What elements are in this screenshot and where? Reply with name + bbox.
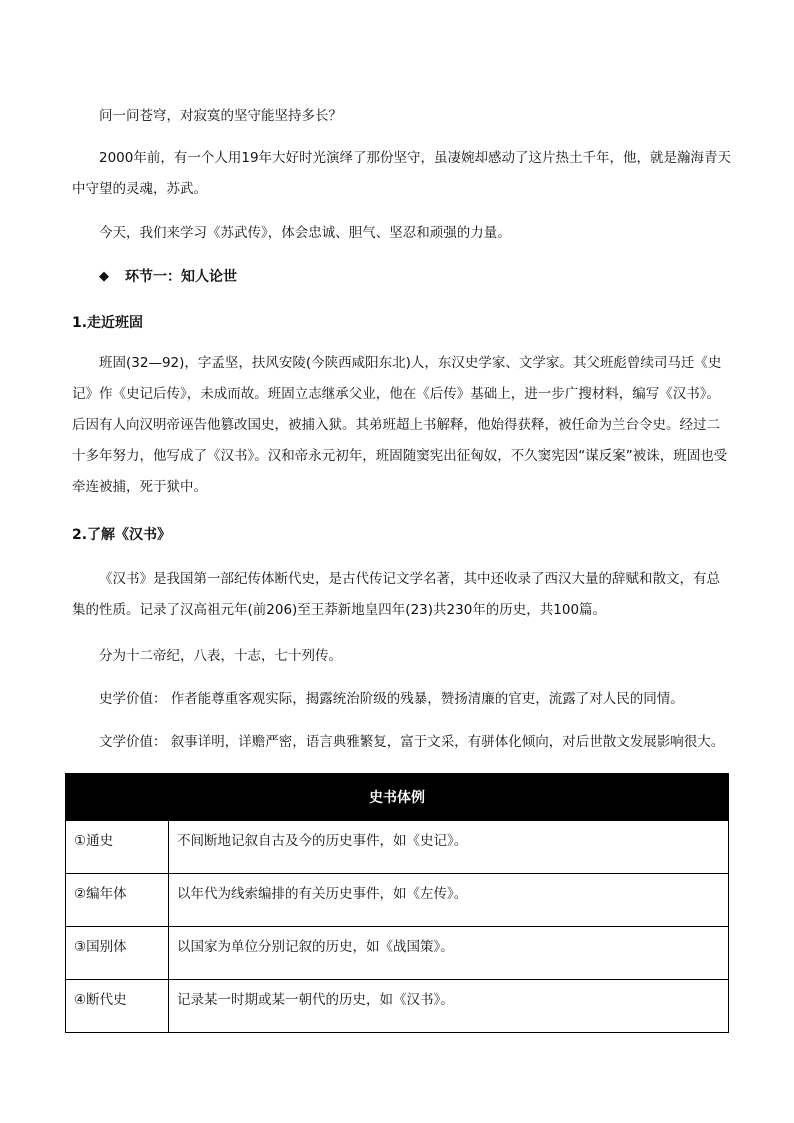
style-name: ②编年体 [66,874,169,927]
style-description: 以国家为单位分别记叙的历史，如《战国策》。 [169,927,729,980]
part1-text: 班固(32—92)，字孟坚，扶风安陵(今陕西咸阳东北)人，东汉史学家、文学家。其父班彪曾续司马迁《史记》作《史记后传》，未成而故。班固立志继承父业，他在《后传》基础上，进一步广搜材料，编写《汉书》。后因有人向汉明帝诬告他篡改国史，被捕入狱。其弟班超上书解释，他始得获释，被任命为兰台令史。经过二十多年努力，他写成了《汉书》。汉和帝永元初年，班固随窦宪出征匈奴，不久窦宪因“谋反案”被诛，班固也受牵连被捕，死于狱中。 [72,355,728,495]
diamond-bullet-icon: ◆ [99,268,109,284]
historical-value: 史学价值： 作者能尊重客观实际，揭露统治阶级的残暴，赞扬清廉的官吏，流露了对人民的同情。 [99,691,684,707]
part2-heading: 2.了解《汉书》 [72,527,172,543]
intro-paragraph-3: 今天，我们来学习《苏武传》，体会忠诚、胆气、坚忍和顽强的力量。 [99,225,511,241]
literary-value: 文学价值： 叙事详明，详赡严密，语言典雅繁复，富于文采，有骈体化倾向，对后世散文发展影响很大。 [99,734,725,750]
style-name: ①通史 [66,821,169,874]
table-row [66,874,729,927]
table-row [66,821,729,874]
history-styles-table [65,773,729,1033]
table-title: 史书体例 [66,774,729,821]
style-description: 不间断地记叙自古及今的历史事件，如《史记》。 [169,821,729,874]
table-row [66,927,729,980]
section-heading [99,266,237,286]
hanshu-description: 《汉书》是我国第一部纪传体断代史，是古代传记文学名著，其中还收录了西汉大量的辞赋和散文，有总集的性质。记录了汉高祖元年(前206)至王莽新地皇四年(23)共230年的历史，共100篇。 [72,571,720,618]
intro-paragraph-2: 2000年前，有一个人用19年大好时光演绎了那份坚守，虽凄婉却感动了这片热土千年，他，就是瀚海青天中守望的灵魂，苏武。 [72,150,732,197]
section-title: 环节一：知人论世 [125,269,237,285]
intro-paragraph-1: 问一问苍穹，对寂寞的坚守能坚持多长？ [99,108,342,124]
style-description: 以年代为线索编排的有关历史事件，如《左传》。 [169,874,729,927]
style-name: ④断代史 [66,980,169,1033]
table-row [66,980,729,1033]
style-name: ③国别体 [66,927,169,980]
part1-heading: 1.走近班固 [72,315,144,331]
hanshu-structure: 分为十二帝纪，八表，十志，七十列传。 [99,648,342,664]
style-description: 记录某一时期或某一朝代的历史，如《汉书》。 [169,980,729,1033]
